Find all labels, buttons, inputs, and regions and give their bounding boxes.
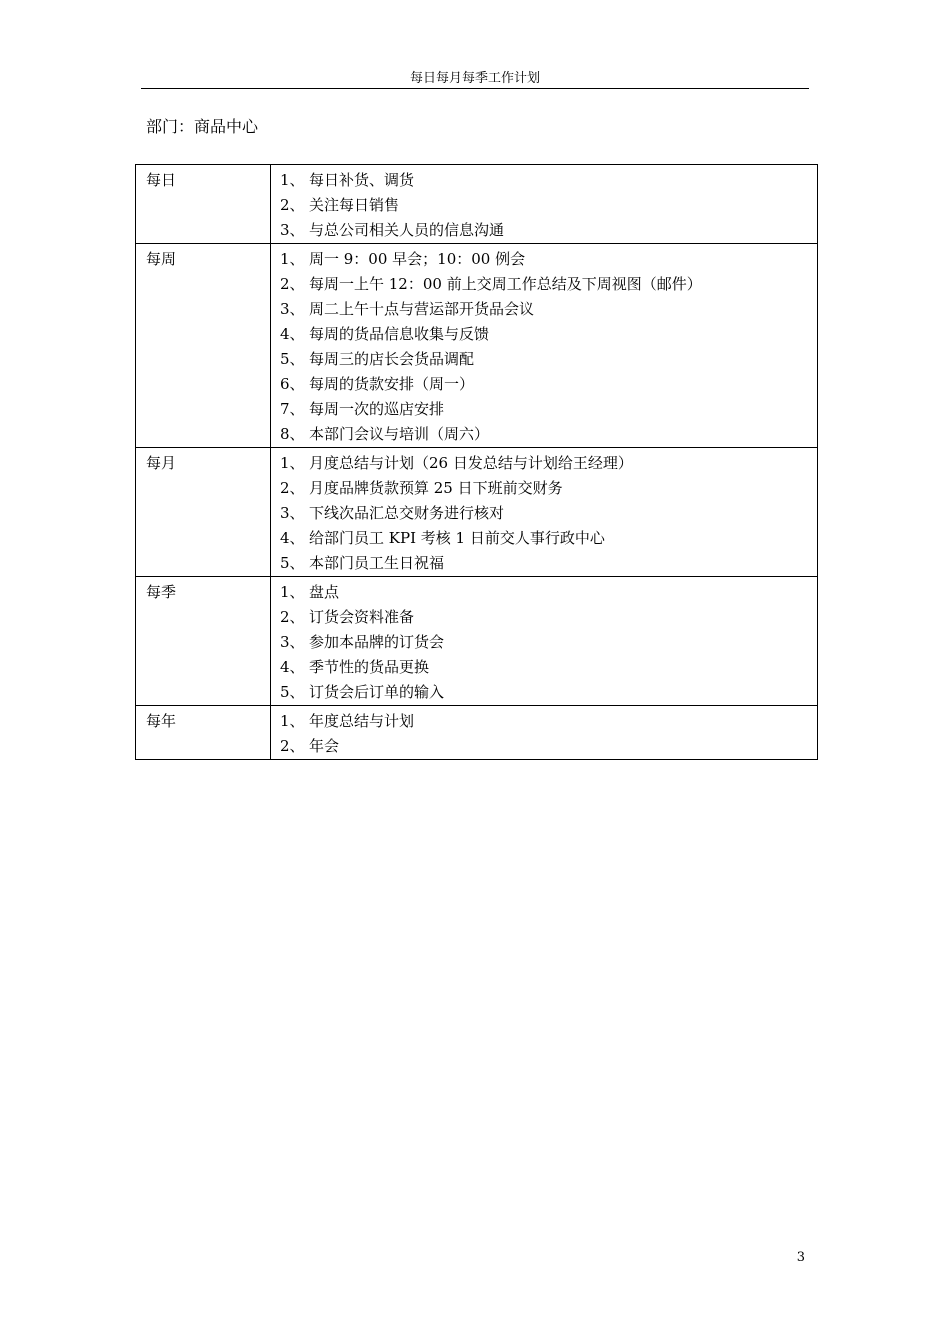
task-text: 订货会后订单的输入 (309, 683, 445, 701)
period-cell: 每季 (136, 577, 271, 706)
task-text: 参加本品牌的订货会 (309, 633, 445, 651)
plan-row (136, 244, 818, 448)
task-number: 3、 (280, 633, 305, 651)
period-cell: 每年 (136, 706, 271, 760)
task-text: 关注每日销售 (309, 196, 400, 214)
task-number: 4、 (280, 658, 305, 676)
period-cell: 每月 (136, 448, 271, 577)
task-text: 本部门员工生日祝福 (309, 554, 445, 572)
work-plan-table (135, 164, 818, 760)
task-number: 8、 (280, 425, 305, 443)
task-item (280, 422, 817, 447)
task-item (280, 605, 817, 630)
tasks-cell (271, 165, 818, 244)
task-text: 下线次品汇总交财务进行核对 (309, 504, 505, 522)
task-number: 1、 (280, 712, 305, 730)
department-label: 部门：商品中心 (146, 117, 259, 136)
task-number: 2、 (280, 275, 305, 293)
period-cell: 每日 (136, 165, 271, 244)
task-item (280, 551, 817, 576)
tasks-cell (271, 577, 818, 706)
task-item (280, 218, 817, 243)
task-text: 周二上午十点与营运部开货品会议 (309, 300, 535, 318)
task-text: 与总公司相关人员的信息沟通 (309, 221, 505, 239)
task-text: 年会 (309, 737, 340, 755)
task-text: 每周一次的巡店安排 (309, 400, 445, 418)
task-number: 2、 (280, 737, 305, 755)
task-text: 订货会资料准备 (309, 608, 415, 626)
plan-row (136, 165, 818, 244)
task-item (280, 372, 817, 397)
task-item (280, 272, 817, 297)
task-number: 3、 (280, 300, 305, 318)
task-number: 5、 (280, 554, 305, 572)
task-number: 4、 (280, 325, 305, 343)
task-item (280, 347, 817, 372)
period-cell: 每周 (136, 244, 271, 448)
task-item (280, 168, 817, 193)
tasks-cell (271, 244, 818, 448)
task-item (280, 709, 817, 734)
task-text: 年度总结与计划 (309, 712, 415, 730)
task-text: 给部门员工 KPI 考核 1 日前交人事行政中心 (309, 529, 605, 547)
task-number: 6、 (280, 375, 305, 393)
task-item (280, 680, 817, 705)
task-item (280, 630, 817, 655)
task-item (280, 247, 817, 272)
task-item (280, 501, 817, 526)
task-item (280, 322, 817, 347)
plan-row (136, 577, 818, 706)
task-item (280, 655, 817, 680)
tasks-cell (271, 448, 818, 577)
task-number: 7、 (280, 400, 305, 418)
task-number: 5、 (280, 683, 305, 701)
task-number: 3、 (280, 504, 305, 522)
task-number: 2、 (280, 608, 305, 626)
task-text: 每日补货、调货 (309, 171, 415, 189)
task-text: 月度总结与计划（26 日发总结与计划给王经理） (309, 454, 633, 472)
task-text: 季节性的货品更换 (309, 658, 430, 676)
task-item (280, 193, 817, 218)
task-number: 1、 (280, 171, 305, 189)
task-text: 每周一上午 12：00 前上交周工作总结及下周视图（邮件） (309, 275, 702, 293)
task-text: 周一 9：00 早会；10：00 例会 (309, 250, 526, 268)
task-number: 2、 (280, 479, 305, 497)
task-item (280, 476, 817, 501)
task-number: 4、 (280, 529, 305, 547)
task-text: 本部门会议与培训（周六） (309, 425, 490, 443)
task-text: 月度品牌货款预算 25 日下班前交财务 (309, 479, 563, 497)
task-item (280, 451, 817, 476)
task-text: 每周的货品信息收集与反馈 (309, 325, 490, 343)
task-number: 1、 (280, 250, 305, 268)
task-number: 1、 (280, 583, 305, 601)
plan-row (136, 448, 818, 577)
task-item (280, 397, 817, 422)
work-plan-table-body (136, 165, 818, 760)
plan-row (136, 706, 818, 760)
task-number: 5、 (280, 350, 305, 368)
task-text: 每周三的店长会货品调配 (309, 350, 475, 368)
page-number: 3 (796, 1250, 805, 1265)
task-text: 每周的货款安排（周一） (309, 375, 475, 393)
task-item (280, 297, 817, 322)
tasks-cell (271, 706, 818, 760)
task-item (280, 734, 817, 759)
task-number: 1、 (280, 454, 305, 472)
task-number: 3、 (280, 221, 305, 239)
task-item (280, 526, 817, 551)
header-rule (141, 88, 809, 89)
page-header-title: 每日每月每季工作计划 (409, 71, 540, 86)
task-item (280, 580, 817, 605)
task-text: 盘点 (309, 583, 340, 601)
task-number: 2、 (280, 196, 305, 214)
